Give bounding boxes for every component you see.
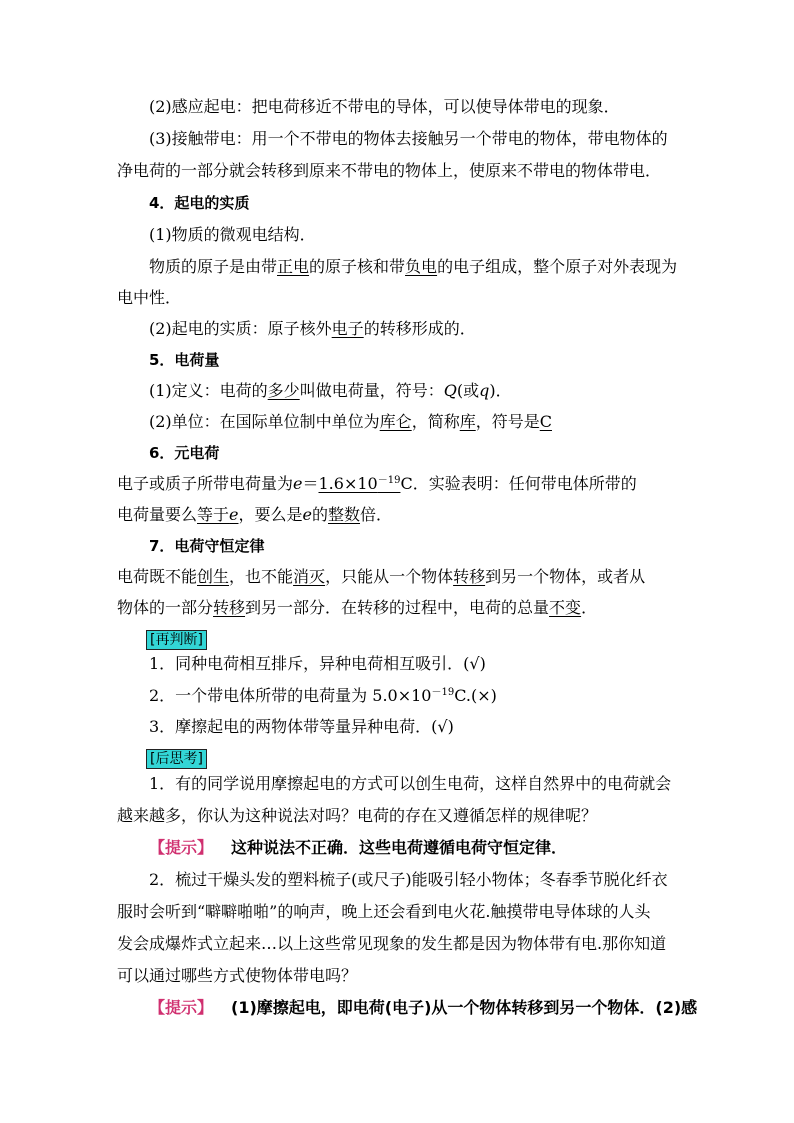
hint-line: 【提示】 (1)摩擦起电，即电荷(电子)从一个物体转移到另一个物体．(2)感 xyxy=(149,998,698,1017)
text-line: (1)物质的微观电结构． xyxy=(149,225,316,244)
judgement-item: 3．摩擦起电的两物体带等量异种电荷．(√) xyxy=(149,717,454,736)
question-line: 2．梳过干燥头发的塑料梳子(或尺子)能吸引轻小物体；冬春季节脱化纤衣 xyxy=(149,870,668,889)
text-line: (3)接触带电：用一个不带电的物体去接触另一个带电的物体，带电物体的 xyxy=(149,129,668,148)
question-line: 越来越多，你认为这种说法对吗？电荷的存在又遵循怎样的规律呢？ xyxy=(117,806,598,825)
section-heading: 7．电荷守恒定律 xyxy=(149,537,265,555)
section-heading: 5．电荷量 xyxy=(149,351,220,369)
text-line: (2)单位：在国际单位制中单位为库仑，简称库，符号是C xyxy=(149,412,552,431)
section-tag-think: [后思考] xyxy=(146,749,207,769)
text-line: 电中性． xyxy=(117,288,182,307)
question-line: 服时会听到“噼噼啪啪”的响声，晚上还会看到电火花.触摸带电导体球的人头 xyxy=(117,902,651,921)
question-line: 发会成爆炸式立起来…以上这些常见现象的发生都是因为物体带有电.那你知道 xyxy=(117,934,667,953)
answer-blank: $1.6\times 10^{-19}$ xyxy=(318,474,401,493)
answer-blank: C xyxy=(539,412,552,431)
answer-blank: 转移 xyxy=(453,567,486,586)
text-line: (1)定义：电荷的多少叫做电荷量，符号：Q(或q)． xyxy=(149,381,512,400)
hint-line: 【提示】 这种说法不正确．这些电荷遵循电荷守恒定律． xyxy=(149,838,568,857)
text-line: 物质的原子是由带正电的原子核和带负电的电子组成，整个原子对外表现为 xyxy=(149,257,678,276)
answer-blank: 负电 xyxy=(405,257,438,276)
answer-blank: 转移 xyxy=(213,598,246,617)
judgement-item: 2．一个带电体所带的电荷量为 $5.0\times 10^{-19}C.(\times)$ xyxy=(149,686,497,705)
answer-blank: 正电 xyxy=(277,257,310,276)
answer-blank: 等于e xyxy=(197,505,239,524)
answer-blank: 整数 xyxy=(328,505,361,524)
hint-label: 【提示】 xyxy=(149,838,214,857)
section-heading: 6．元电荷 xyxy=(149,444,220,462)
question-line: 可以通过哪些方式使物体带电吗？ xyxy=(117,966,358,985)
text-line: (2)起电的实质：原子核外电子的转移形成的． xyxy=(149,319,476,338)
hint-label: 【提示】 xyxy=(149,998,214,1017)
answer-blank: 库仑 xyxy=(379,412,412,431)
answer-blank: 库 xyxy=(459,412,476,431)
section-heading: 4．起电的实质 xyxy=(149,194,250,212)
text-line: 电子或质子所带电荷量为$e=1.6\times 10^{-19}C$．实验表明：任何带电体所带的 xyxy=(117,474,637,493)
text-line: (2)感应起电：把电荷移近不带电的导体，可以使导体带电的现象． xyxy=(149,97,620,116)
judgement-item: 1．同种电荷相互排斥，异种电荷相互吸引．(√) xyxy=(149,654,486,673)
answer-blank: 消灭 xyxy=(293,567,326,586)
answer-blank: 多少 xyxy=(267,381,300,400)
text-line: 电荷既不能创生，也不能消灭，只能从一个物体转移到另一个物体，或者从 xyxy=(117,567,646,586)
answer-blank: 不变 xyxy=(549,598,582,617)
text-line: 电荷量要么等于e，要么是e的整数倍． xyxy=(117,505,393,524)
answer-blank: 电子 xyxy=(331,319,364,338)
text-line: 净电荷的一部分就会转移到原来不带电的物体上，使原来不带电的物体带电． xyxy=(117,161,662,180)
text-line: 物体的一部分转移到另一部分．在转移的过程中，电荷的总量不变． xyxy=(117,598,598,617)
answer-blank: 创生 xyxy=(197,567,230,586)
question-line: 1．有的同学说用摩擦起电的方式可以创生电荷，这样自然界中的电荷就会 xyxy=(149,774,672,793)
section-tag-rejudge: [再判断] xyxy=(146,630,207,650)
